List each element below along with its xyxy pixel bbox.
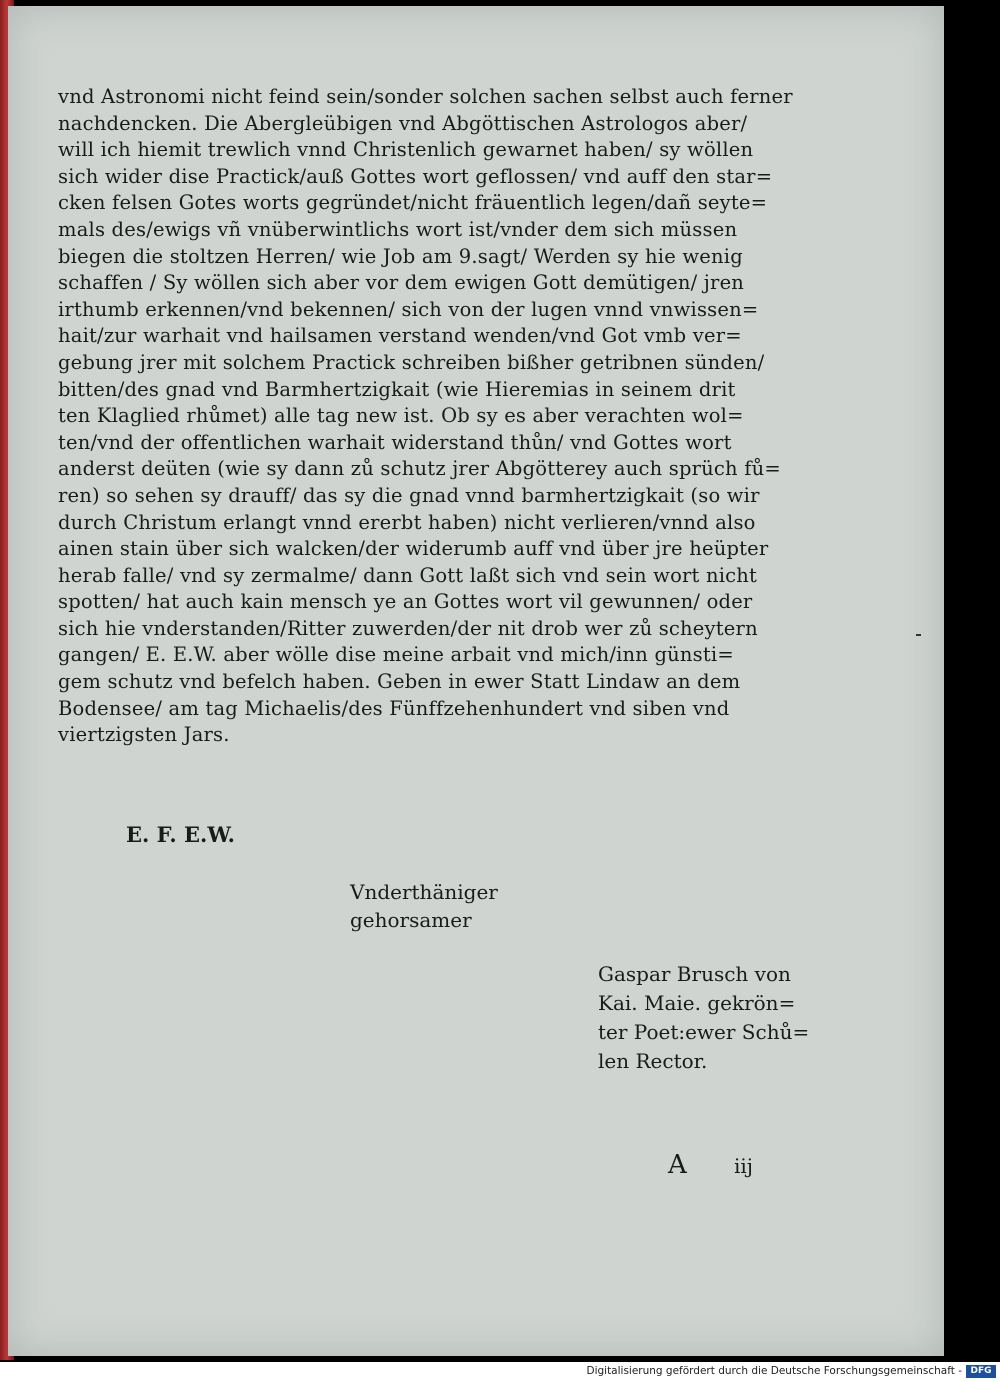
text-line: cken felsen Gotes worts gegründet/nicht fräuentlich legen/dañ seyte= <box>58 191 768 215</box>
signature-line: Kai. Maie. gekrön= <box>598 991 796 1015</box>
addressee-abbreviation: E. F. E.W. <box>126 822 235 847</box>
text-line: vnd Astronomi nicht feind sein/sonder solchen sachen selbst auch ferner <box>58 85 793 108</box>
closing-line: Vnderthäniger <box>350 880 498 904</box>
text-line: viertzigsten Jars. <box>58 723 230 747</box>
text-line: bitten/des gnad vnd Barmhertzigkait (wie Hieremias in seinem drit <box>58 377 736 401</box>
body-text <box>58 84 828 749</box>
text-line: spotten/ hat auch kain mensch ye an Gottes wort vil gewunnen/ oder <box>58 590 753 614</box>
text-line: irthumb erkennen/vnd bekennen/ sich von der lugen vnnd vnwissen= <box>58 297 759 321</box>
signature-block <box>598 960 809 1076</box>
funding-notice: Digitalisierung gefördert durch die Deutsche Forschungsgemeinschaft - <box>586 1365 962 1377</box>
text-line: will ich hiemit trewlich vnnd Christenlich gewarnet haben/ sy wöllen <box>58 138 754 162</box>
text-line: schaffen / Sy wöllen sich aber vor dem ewigen Gott demütigen/ jren <box>58 271 745 295</box>
text-line: durch Christum erlangt vnnd ererbt haben) nicht verlieren/vnnd also <box>58 510 756 534</box>
closing-line: gehorsamer <box>350 908 472 932</box>
text-line: anderst deüten (wie sy dann zů schutz jrer Abgötterey auch sprüch fů= <box>58 457 781 481</box>
signature-line: len Rector. <box>598 1049 708 1073</box>
book-page <box>8 6 944 1356</box>
text-line: gem schutz vnd befelch haben. Geben in ewer Statt Lindaw an dem <box>58 670 741 694</box>
digitization-footer <box>0 1362 1000 1382</box>
text-line: gangen/ E. E.W. aber wölle dise meine arbait vnd mich/inn günsti= <box>58 643 734 667</box>
dfg-logo: DFG <box>966 1365 996 1378</box>
signature-line: Gaspar Brusch von <box>598 962 791 986</box>
ink-speck <box>916 634 921 636</box>
text-line: ren) so sehen sy drauff/ das sy die gnad vnnd barmhertzigkait (so wir <box>58 483 760 507</box>
printer-signature-mark: A <box>668 1150 687 1180</box>
text-line: Bodensee/ am tag Michaelis/des Fünffzehenhundert vnd siben vnd <box>58 696 730 720</box>
text-line: ainen stain über sich walcken/der widerumb auff vnd über jre heüpter <box>58 537 769 561</box>
text-line: ten/vnd der offentlichen warhait widerstand thůn/ vnd Gottes wort <box>58 430 732 454</box>
gathering-number: iij <box>734 1154 753 1178</box>
text-line: biegen die stoltzen Herren/ wie Job am 9.sagt/ Werden sy hie wenig <box>58 244 743 268</box>
text-line: mals des/ewigs vñ vnüberwintlichs wort ist/vnder dem sich müssen <box>58 217 738 241</box>
text-line: ten Klaglied rhůmet) alle tag new ist. Ob sy es aber verachten wol= <box>58 404 744 428</box>
text-line: sich hie vnderstanden/Ritter zuwerden/der nit drob wer zů scheytern <box>58 616 758 640</box>
closing-formula <box>350 878 498 934</box>
signature-line: ter Poet:ewer Schů= <box>598 1020 810 1044</box>
text-line: gebung jrer mit solchem Practick schreiben bißher getribnen sünden/ <box>58 350 765 374</box>
text-line: hait/zur warhait vnd hailsamen verstand wenden/vnd Got vmb ver= <box>58 324 742 348</box>
text-line: nachdencken. Die Abergleübigen vnd Abgöttischen Astrologos aber/ <box>58 111 748 135</box>
text-line: herab falle/ vnd sy zermalme/ dann Gott laßt sich vnd sein wort nicht <box>58 563 758 587</box>
text-line: sich wider dise Practick/auß Gottes wort geflossen/ vnd auff den star= <box>58 164 773 188</box>
scan-background <box>944 0 1000 1362</box>
